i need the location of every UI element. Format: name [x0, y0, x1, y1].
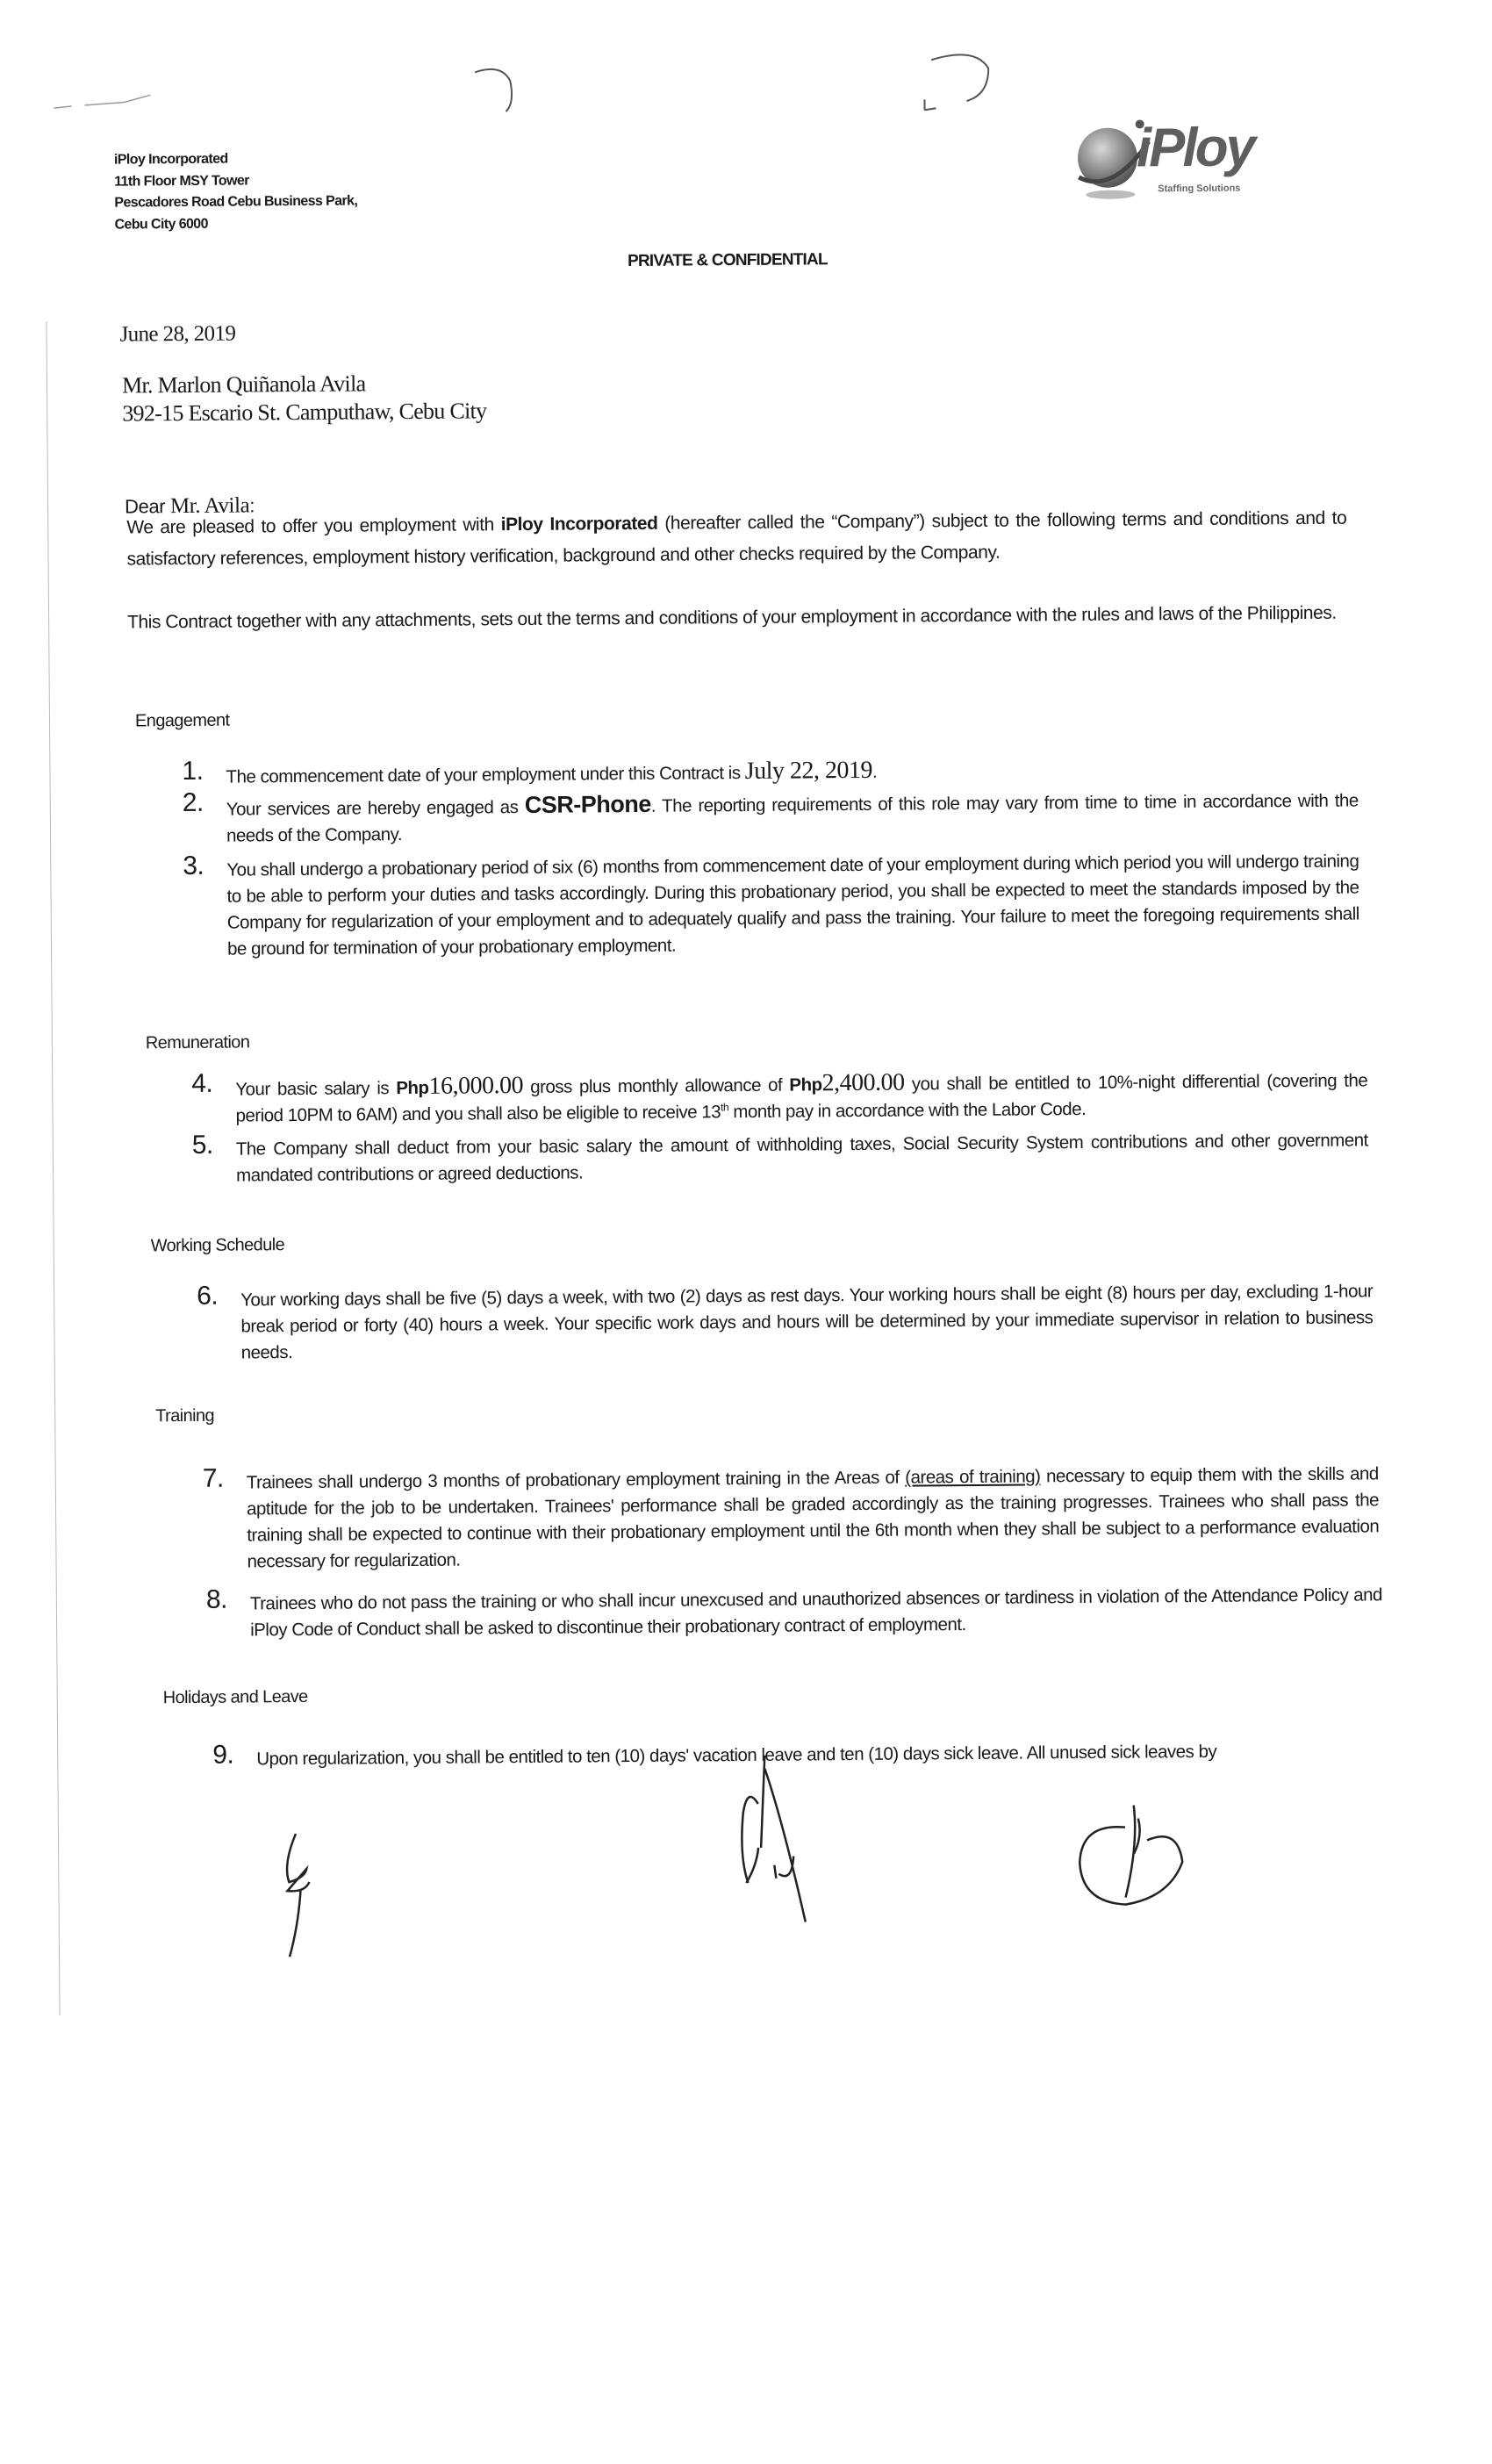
superscript: th	[721, 1101, 729, 1114]
clause-text: Trainees who do not pass the training or who shall incur unexcused and unauthorized absences or tardiness in violation of the Attendance Policy and iPloy Code of Conduct shall be asked to discontinue their probationary contract of employment.	[249, 1584, 1382, 1641]
clause-7	[202, 1461, 1380, 1575]
basic-salary: 16,000.00	[428, 1071, 524, 1100]
clause-1	[182, 754, 1358, 791]
pen-mark-circle	[914, 47, 1002, 118]
salutation-prefix: Dear	[124, 495, 170, 518]
recipient-block	[122, 369, 487, 427]
recipient-address: 392-15 Escario St. Camputhaw, Cebu City	[122, 398, 487, 427]
monthly-allowance: 2,400.00	[821, 1068, 905, 1097]
confidential-label: PRIVATE & CONFIDENTIAL	[627, 250, 828, 271]
initial-signature	[1072, 1800, 1196, 1911]
section-heading-training: Training	[155, 1405, 215, 1426]
section-heading-working-schedule: Working Schedule	[150, 1235, 285, 1256]
clause-number: 6.	[197, 1281, 219, 1311]
clause-text: Your basic salary is	[235, 1078, 397, 1100]
clause-text: Upon regularization, you shall be entitled to ten (10) days' vacation leave and ten (10) days sick leave. All unused sick leaves by	[256, 1741, 1217, 1770]
clause-text: You shall undergo a probationary period of six (6) months from commencement date of your employment during which period you will undergo training to be able to perform your duties and tasks accordingly. During this probationary period, you shall be expected to meet the standards imposed by the Company for regularization of your employment and to adequately qualify and pass the training. Your failure to meet the foregoing requirements shall be ground for termination of your probationary employment.	[226, 851, 1359, 959]
clause-text: Your working days shall be five (5) days a week, with two (2) days as rest days. Your working hours shall be eight (8) hours per day, excluding 1-hour break period or forty (40) hours a week. Your specific work days and hours will be determined by your immediate supervisor in relation to business needs.	[240, 1281, 1374, 1363]
areas-of-training-field: (areas of training)	[905, 1466, 1041, 1488]
clause-text: The commencement date of your employment under this Contract is	[226, 763, 745, 787]
salutation-name: Mr. Avila	[169, 493, 250, 519]
section-heading-holidays: Holidays and Leave	[162, 1686, 308, 1708]
letter-date: June 28, 2019	[119, 321, 236, 347]
clause-3	[183, 849, 1359, 963]
clause-text: gross plus monthly allowance of	[522, 1074, 790, 1097]
clause-4	[191, 1066, 1368, 1129]
section-heading-remuneration: Remuneration	[145, 1032, 250, 1053]
clause-text: you shall be entitled to 10%-night differential (covering the period 10PM to 6AM) and you shall also be eligible to receive 13	[235, 1070, 1368, 1126]
clause-6	[197, 1278, 1374, 1366]
clause-5	[191, 1127, 1368, 1189]
clause-text: Trainees shall undergo 3 months of probationary employment training in the Areas of	[246, 1467, 906, 1493]
recipient-name: Mr. Marlon Quiñanola Avila	[121, 370, 366, 399]
clause-number: 8.	[205, 1584, 228, 1614]
intro-text: We are pleased to offer you employment with	[126, 514, 501, 538]
clause-number: 9.	[212, 1740, 234, 1770]
commencement-date: July 22, 2019	[744, 756, 873, 785]
clause-text: .	[872, 761, 878, 782]
scribble-mark	[45, 88, 150, 124]
clause-text: The Company shall deduct from your basic salary the amount of withholding taxes, Social Security System contributions and other government mandated contributions or agreed deductions.	[235, 1130, 1368, 1186]
company-logo	[1068, 114, 1306, 204]
clause-text: necessary to equip them with the skills and aptitude for the job to be undertaken. Trainees' performance shall be graded accordingly as the training progresses. Trainees who shall pass the training shall be expected to continue with their probationary employment until the 6th month when they shall be subject to a performance evaluation necessary for regularization.	[246, 1463, 1380, 1572]
section-heading-engagement: Engagement	[134, 710, 230, 731]
sender-line: 11th Floor MSY Tower	[114, 172, 249, 190]
salutation-suffix: :	[249, 494, 255, 517]
clause-number: 4.	[191, 1068, 213, 1098]
clause-text: . The reporting requirements of this role may vary from time to time in accordance with the needs of the Company.	[226, 790, 1359, 846]
logo-tagline: Staffing Solutions	[1158, 183, 1241, 195]
currency: Php	[396, 1077, 429, 1099]
clause-number: 7.	[202, 1463, 224, 1493]
left-margin-line	[46, 321, 60, 2015]
sender-line: iPloy Incorporated	[113, 151, 228, 168]
clause-number: 5.	[191, 1130, 213, 1160]
currency: Php	[789, 1074, 822, 1096]
logo-wordmark: iPloy	[1136, 117, 1254, 179]
sender-line: Cebu City 6000	[114, 216, 208, 233]
clause-text: Your services are hereby engaged as	[226, 796, 525, 820]
contract-paragraph: This Contract together with any attachments, sets out the terms and conditions of your employment in accordance with the rules and laws of the Philippines.	[127, 602, 1337, 633]
clause-number: 2.	[182, 787, 204, 818]
pen-mark-circle	[466, 63, 527, 117]
clause-2	[182, 786, 1359, 850]
clause-number: 1.	[182, 756, 204, 787]
sender-address	[114, 147, 358, 235]
clause-8	[205, 1582, 1382, 1643]
sender-line: Pescadores Road Cebu Business Park,	[114, 193, 358, 211]
intro-text: (hereafter called the “Company”) subject to the following terms and conditions and to satisfactory references, employment history verification, background and other checks required by the Company.	[126, 507, 1347, 570]
company-name: iPloy Incorporated	[500, 513, 658, 535]
job-role: CSR-Phone	[524, 790, 651, 818]
clause-text: month pay in accordance with the Labor Code.	[728, 1098, 1087, 1123]
initial-signature	[694, 1750, 819, 1927]
clause-number: 3.	[183, 851, 204, 881]
clause-9	[212, 1737, 1388, 1772]
initial-signature	[269, 1829, 332, 1962]
intro-paragraph	[126, 503, 1347, 576]
